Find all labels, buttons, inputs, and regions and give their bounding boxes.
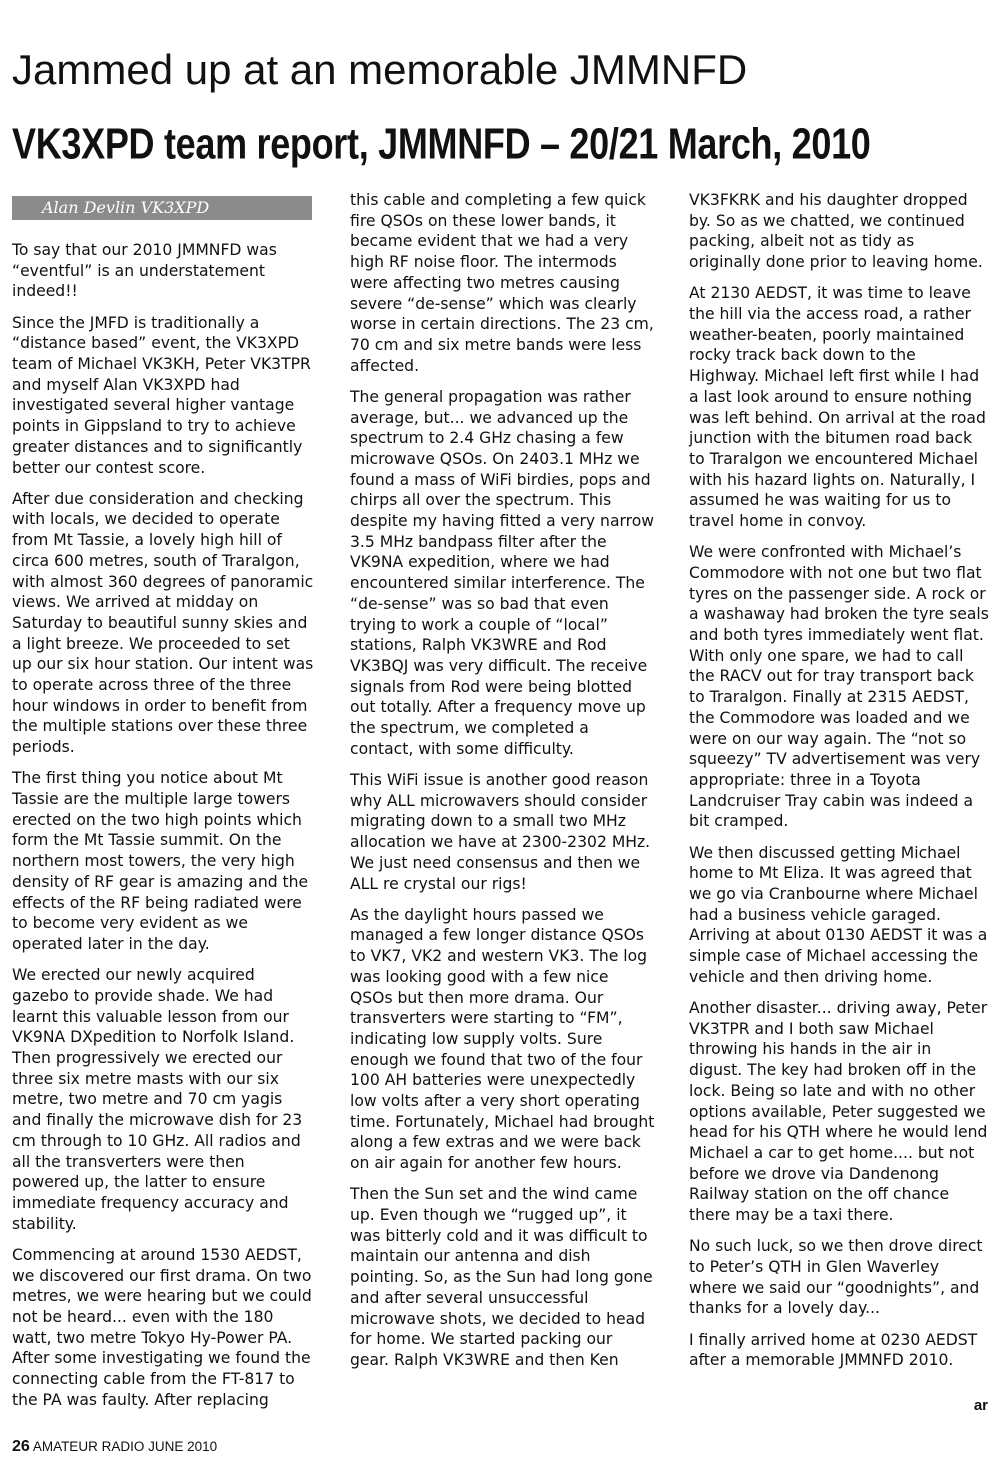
article-paragraph: After due consideration and checking with locals, we decided to operate from Mt Tassie, a lovely high hill of circa 600 metres, south of Traralgon, with almost 360 degrees of panoramic views. We arrived at midday on Saturday to beautiful sunny skies and a light breeze. We proceeded to set up our six hour station. Our intent was to operate across three of the three hour windows in order to benefit from the multiple stations over these three periods. <box>12 489 314 757</box>
article-paragraph: This WiFi issue is another good reason why ALL microwavers should consider migrating down to a small two MHz allocation we have at 2300-2302 MHz. We just need consensus and then we ALL re crystal our rigs! <box>350 770 651 893</box>
article-column-2 <box>350 190 655 1381</box>
article-paragraph: Then the Sun set and the wind came up. Even though we “rugged up”, it was bitterly cold and it was difficult to maintain our antenna and dish pointing. So, as the Sun had long gone and after several unsuccessful microwave shots, we decided to head for home. We started packing our gear. Ralph VK3WRE and then Ken <box>350 1185 653 1369</box>
article-paragraph: Commencing at around 1530 AEDST, we discovered our first drama. On two metres, we were hearing but we could not be heard... even with the 180 watt, two metre Tokyo Hy-Power PA. After some investigating we found the connecting cable from the FT-817 to the PA was faulty. After replacing <box>12 1245 312 1409</box>
article-paragraph: The first thing you notice about Mt Tassie are the multiple large towers erected on the two high points which form the Mt Tassie summit. On the northern most towers, the very high density of RF gear is amazing and the effects of the RF being radiated were to become very evident as we operated later in the day. <box>12 769 309 953</box>
article-paragraph: We then discussed getting Michael home to Mt Eliza. It was agreed that we go via Cranbourne where Michael had a business vehicle garaged. Arriving at about 0130 AEDST it was a simple case of Michael accessing the vehicle and then driving home. <box>689 843 988 986</box>
publication-name: AMATEUR RADIO JUNE 2010 <box>32 1439 218 1454</box>
article-paragraph: VK3FKRK and his daughter dropped by. So as we chatted, we continued packing, albeit not as tidy as originally done prior to leaving home. <box>689 191 983 272</box>
article-paragraph: I finally arrived home at 0230 AEDST after a memorable JMMNFD 2010. <box>689 1330 978 1370</box>
subheadline: VK3XPD team report, JMMNFD – 20/21 March, 2010 <box>12 118 871 169</box>
article-paragraph: No such luck, so we then drove direct to Peter’s QTH in Glen Waverley where we said our “goodnights”, and thanks for a lovely day... <box>689 1237 983 1318</box>
headline: Jammed up at an memorable JMMNFD <box>12 46 748 93</box>
article-paragraph: At 2130 AEDST, it was time to leave the hill via the access road, a rather weather-beaten, poorly maintained rocky track back down to the Highway. Michael left first while I had a last look around to ensure nothing was left behind. On arrival at the road junction with the bitumen road back to Traralgon we encountered Michael with his hazard lights on. Naturally, I assumed he was waiting for us to travel home in convoy. <box>689 284 986 531</box>
page-number: 26 <box>12 1438 30 1455</box>
article-paragraph: We erected our newly acquired gazebo to provide shade. We had learnt this valuable lesson from our VK9NA DXpedition to Norfolk Island. Then progressively we erected our three six metre masts with our six metre, two metre and 70 cm yagis and finally the microwave dish for 23 cm through to 10 GHz. All radios and all the transverters were then powered up, the latter to ensure immediate frequency accuracy and stability. <box>12 966 303 1233</box>
article-column-3 <box>689 190 989 1381</box>
article-paragraph: As the daylight hours passed we managed a few longer distance QSOs to VK7, VK2 and western VK3. The log was looking good with a few nice QSOs but then more drama. Our transverters were starting to “FM”, indicating low supply volts. Sure enough we found that two of the four 100 AH batteries were unexpectedly low volts after a very short operating time. Fortunately, Michael had brought along a few extras and we were back on air again for another few hours. <box>350 905 655 1173</box>
end-of-article-mark: ar <box>973 1397 988 1414</box>
article-paragraph: Since the JMFD is traditionally a “distance based” event, the VK3XPD team of Michael VK3KH, Peter VK3TPR and myself Alan VK3XPD had investigated several higher vantage points in Gippsland to try to achieve greater distances and to significantly better our contest score. <box>12 313 311 477</box>
article-paragraph: We were confronted with Michael’s Commodore with not one but two flat tyres on the passenger side. A rock or a washaway had broken the tyre seals and both tyres immediately went flat. With only one spare, we had to call the RACV out for tray transport back to Traralgon. Finally at 2315 AEDST, the Commodore was loaded and we were on our way again. The “not so squeezy” TV advertisement was very appropriate: three in a Toyota Landcruiser Tray cabin was indeed a bit cramped. <box>689 543 989 831</box>
article-column-1 <box>12 188 314 1421</box>
article-paragraph: Another disaster... driving away, Peter VK3TPR and I both saw Michael throwing his hands in the air in digust. The key had broken off in the lock. Being so late and with no other options available, Peter suggested we head for his QTH where he would lend Michael a car to get home.... but not before we drove via Dandenong Railway station on the off chance there may be a taxi there. <box>689 999 988 1225</box>
article-paragraph: The general propagation was rather average, but... we advanced up the spectrum to 2.4 GHz chasing a few microwave QSOs. On 2403.1 MHz we found a mass of WiFi birdies, pops and chirps all over the spectrum. This despite my having fitted a very narrow 3.5 MHz bandpass filter after the VK9NA expedition, where we had encountered similar interference. The “de-sense” was so bad that even trying to work a couple of “local” stations, Ralph VK3WRE and Rod VK3BQJ was very difficult. The receive signals from Rod were being blotted out totally. After a frequency move up the spectrum, we completed a contact, with some difficulty. <box>350 387 654 758</box>
page-footer <box>12 1438 217 1456</box>
article-paragraph: To say that our 2010 JMMNFD was “eventful” is an understatement indeed!! <box>12 241 277 301</box>
byline: Alan Devlin VK3XPD <box>12 196 312 220</box>
article-paragraph: this cable and completing a few quick fire QSOs on these lower bands, it became evident that we had a very high RF noise floor. The intermods were affecting two metres causing severe “de-sense” which was clearly worse in certain directions. The 23 cm, 70 cm and six metre bands were less affected. <box>350 191 654 375</box>
